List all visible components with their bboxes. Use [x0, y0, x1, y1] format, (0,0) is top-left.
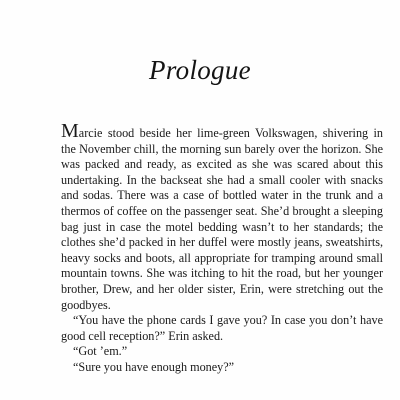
paragraph: “Sure you have enough money?”: [73, 359, 235, 374]
chapter-title: Prologue: [149, 55, 251, 85]
paragraph-text: arcie stood beside her lime-green Volkswagen, shivering in the November chill, the morning sun barely over the horizon. She was packed and ready, as excited as she was scared about this undertaking. In the backseat she had a small cooler with snacks and sodas. There was a case of bottled water in the trunk and a thermos of coffee on the passenger seat. She’d brought a sleeping bag just in case the motel bedding wasn’t to her standards; the clothes she’d packed in her duffel were mostly jeans, sweatshirts, heavy socks and boots, all appropriate for tramping around small mountain towns. She was itching to hit the road, but her younger brother, Drew, and her older sister, Erin, were stretching out the goodbyes.: [61, 126, 383, 312]
paragraph: “You have the phone cards I gave you? In case you don’t have good cell reception?” Erin asked.: [61, 313, 383, 343]
body-text: [61, 120, 383, 376]
drop-cap: M: [61, 120, 79, 142]
paragraph: “Got ’em.”: [73, 344, 128, 359]
paragraph-opening: [61, 120, 383, 313]
